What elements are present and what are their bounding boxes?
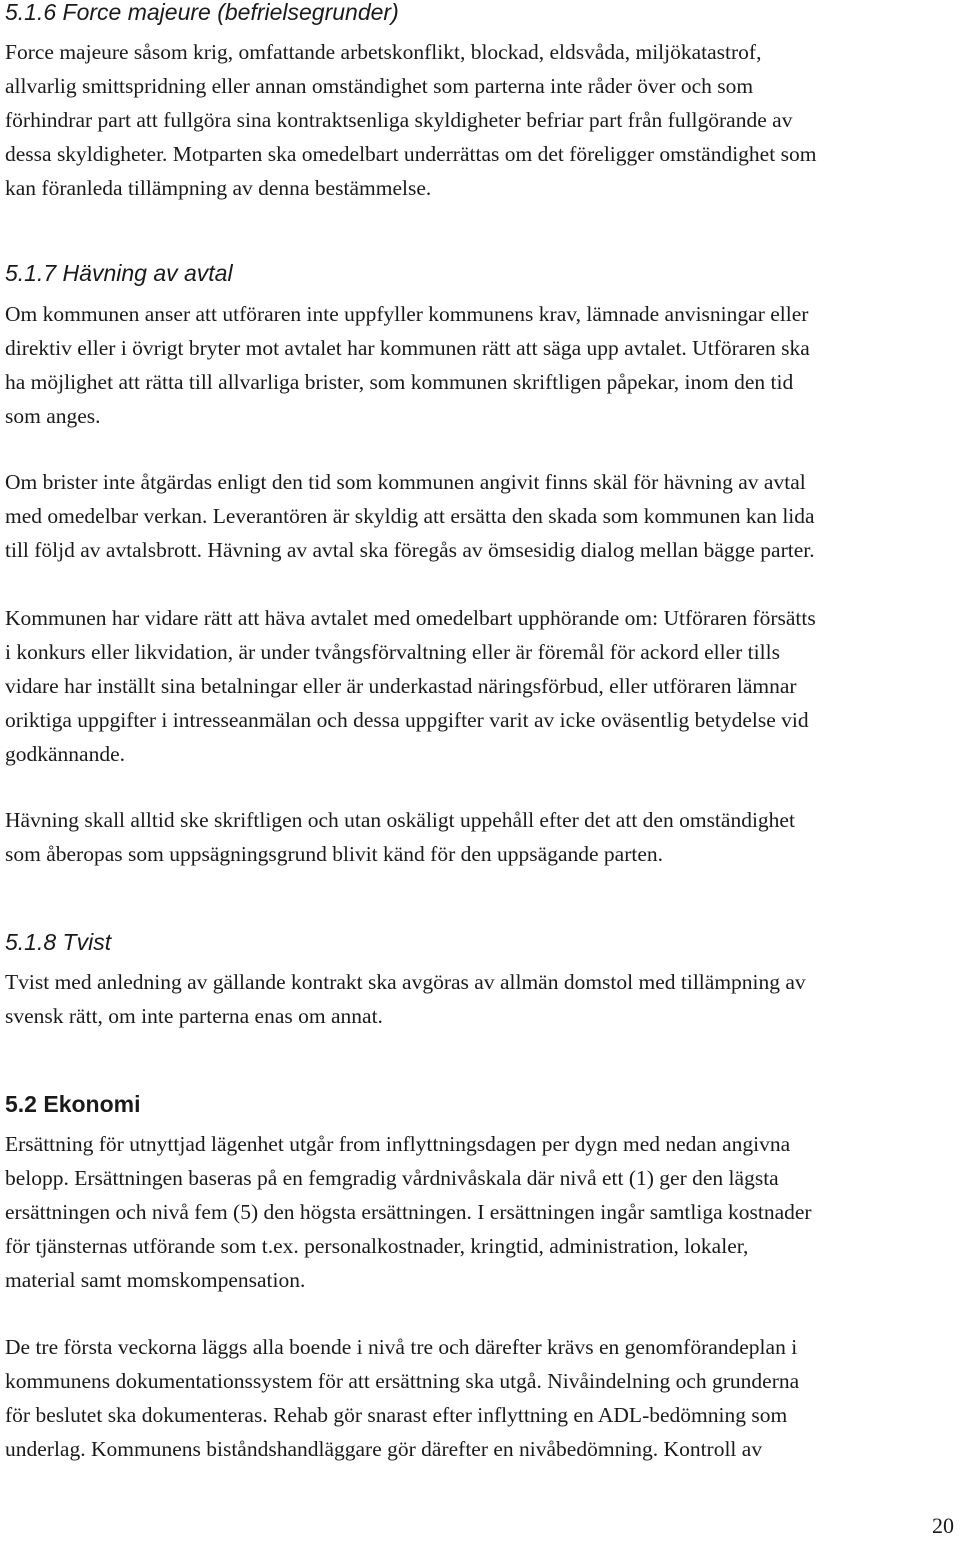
heading-tvist: 5.1.8 Tvist: [5, 929, 112, 955]
heading-ekonomi: 5.2 Ekonomi: [5, 1091, 141, 1117]
paragraph-ekonomi-2: De tre första veckorna läggs alla boende i nivå tre och därefter krävs en genomförandeplan i kommunens dokumentationssystem för att ersättning ska utgå. Nivåindelning och grunderna för beslutet ska dokumenteras. Rehab gör snarast efter inflyttning en ADL-bedömning som underlag. Kommunens biståndshandläggare gör därefter en nivåbedömning. Kontroll av: [5, 1335, 800, 1461]
paragraph-havning-3: Kommunen har vidare rätt att häva avtalet med omedelbart upphörande om: Utföraren försätts i konkurs eller likvidation, är under tvångsförvaltning eller är föremål för ackord eller tills vidare har inställt sina betalningar eller är underkastad näringsförbud, eller utföraren lämnar oriktiga uppgifter i intresseanmälan och dessa uppgifter varit av icke oväsentlig betydelse vid godkännande.: [5, 606, 816, 766]
paragraph-tvist: Tvist med anledning av gällande kontrakt ska avgöras av allmän domstol med tillämpning av svensk rätt, om inte parterna enas om annat.: [5, 970, 806, 1028]
paragraph-havning-1: Om kommunen anser att utföraren inte uppfyller kommunens krav, lämnade anvisningar eller direktiv eller i övrigt bryter mot avtalet har kommunen rätt att säga upp avtalet. Utföraren ska ha möjlighet att rätta till allvarliga brister, som kommunen skriftligen påpekar, inom den tid som anges.: [5, 302, 810, 428]
paragraph-force-majeure: Force majeure såsom krig, omfattande arbetskonflikt, blockad, eldsvåda, miljökatastrof, allvarlig smittspridning eller annan omständighet som parterna inte råder över och som förhindrar part att fullgöra sina kontraktsenliga skyldigheter befriar part från fullgörande av dessa skyldigheter. Motparten ska omedelbart underrättas om det föreligger omständighet som kan föranleda tillämpning av denna bestämmelse.: [5, 40, 817, 200]
heading-force-majeure: 5.1.6 Force majeure (befrielsegrunder): [5, 0, 399, 25]
paragraph-ekonomi-1: Ersättning för utnyttjad lägenhet utgår from inflyttningsdagen per dygn med nedan angivna belopp. Ersättningen baseras på en femgradig vårdnivåskala där nivå ett (1) ger den lägsta ersättningen och nivå fem (5) den högsta ersättningen. I ersättningen ingår samtliga kostnader för tjänsternas utförande som t.ex. personalkostnader, kringtid, administration, lokaler, material samt momskompensation.: [5, 1132, 812, 1292]
paragraph-havning-2: Om brister inte åtgärdas enligt den tid som kommunen angivit finns skäl för hävning av avtal med omedelbar verkan. Leverantören är skyldig att ersätta den skada som kommunen kan lida till följd av avtalsbrott. Hävning av avtal ska föregås av ömsesidig dialog mellan bägge parter.: [5, 470, 815, 562]
page-number: 20: [932, 1513, 954, 1538]
heading-havning-av-avtal: 5.1.7 Hävning av avtal: [5, 260, 233, 286]
paragraph-havning-4: Hävning skall alltid ske skriftligen och utan oskäligt uppehåll efter det att den omständighet som åberopas som uppsägningsgrund blivit känd för den uppsägande parten.: [5, 808, 795, 866]
